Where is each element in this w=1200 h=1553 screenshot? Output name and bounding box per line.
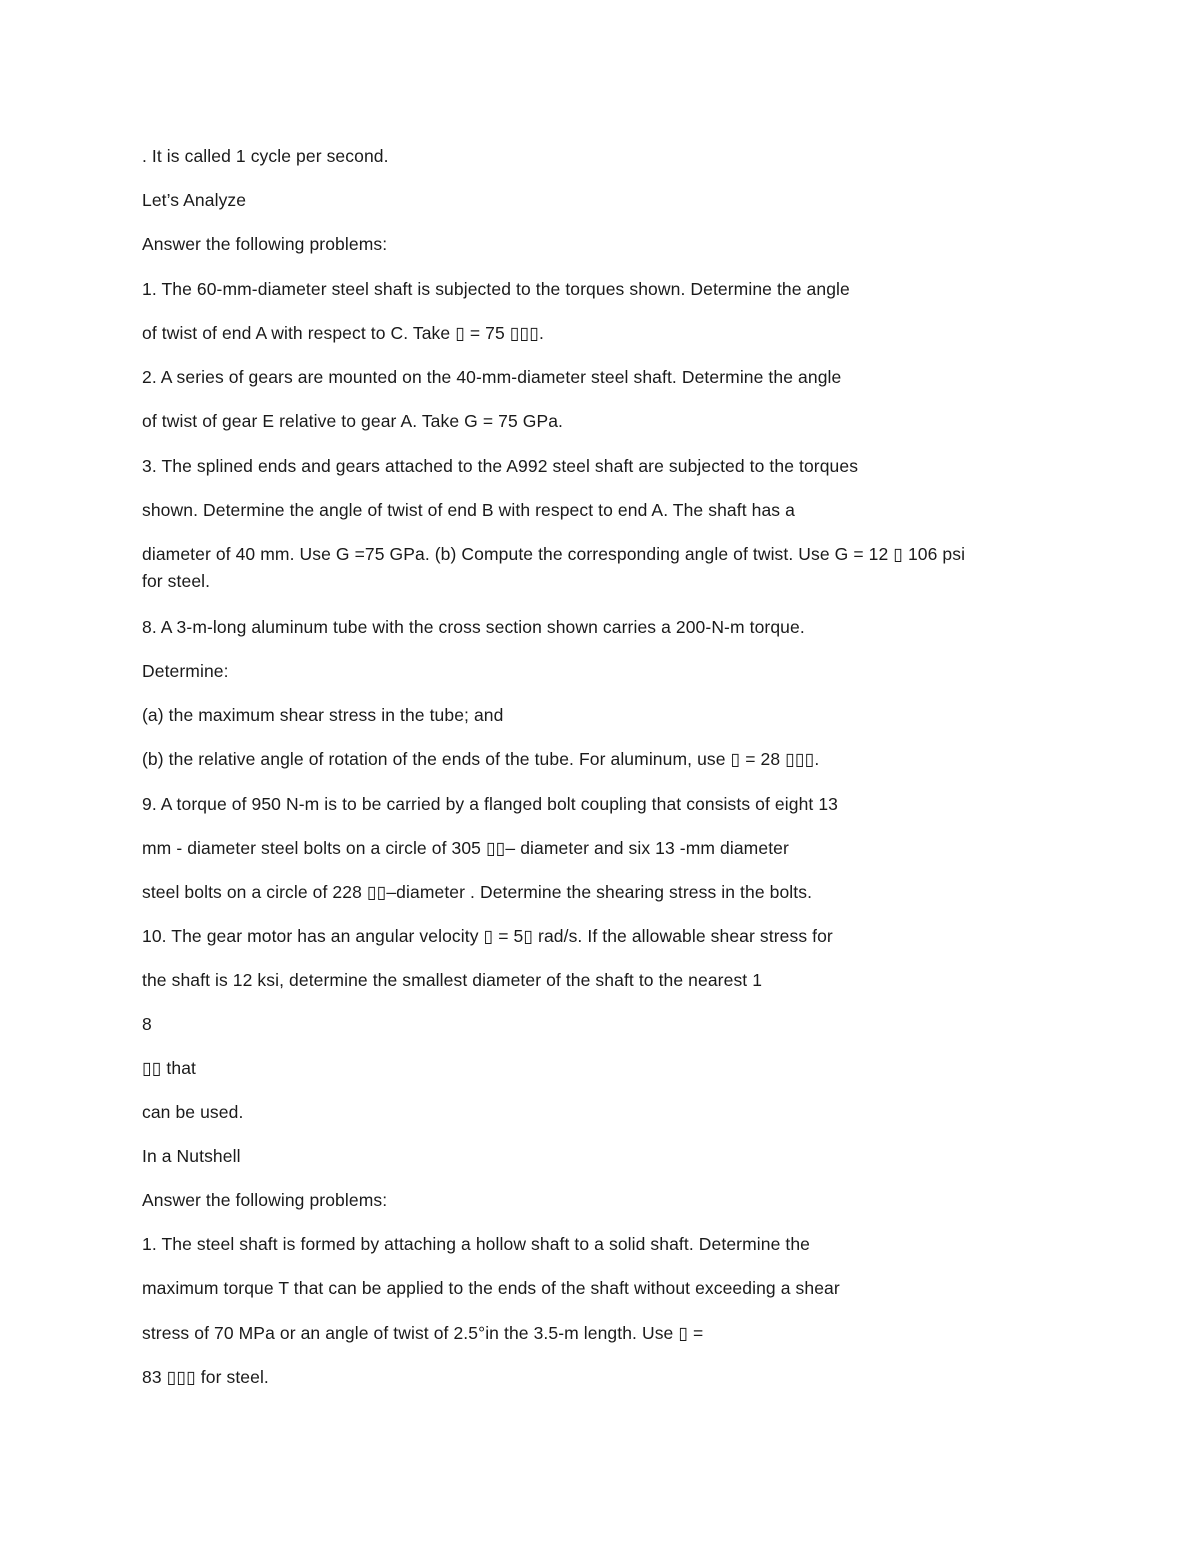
problem-10-line-1: 10. The gear motor has an angular velocity ▯ = 5▯ rad/s. If the allowable shear stress for xyxy=(142,926,833,946)
problem-3-line-1: 3. The splined ends and gears attached to the A992 steel shaft are subjected to the torques xyxy=(142,456,859,476)
text-line-intro: . It is called 1 cycle per second. xyxy=(142,146,389,166)
problem-2-line-1: 2. A series of gears are mounted on the 40-mm-diameter steel shaft. Determine the angle xyxy=(142,367,842,387)
problem-9-line-2: mm - diameter steel bolts on a circle of 305 ▯▯– diameter and six 13 -mm diameter xyxy=(142,838,789,858)
nutshell-problem-1-line-2: maximum torque T that can be applied to the ends of the shaft without exceeding a shear xyxy=(142,1278,840,1298)
problem-1-line-2: of twist of end A with respect to C. Take ▯ = 75 ▯▯▯. xyxy=(142,323,544,343)
heading-in-a-nutshell: In a Nutshell xyxy=(142,1146,241,1166)
problem-8-part-b: (b) the relative angle of rotation of the ends of the tube. For aluminum, use ▯ = 28 ▯▯▯. xyxy=(142,749,820,769)
nutshell-problem-1-line-4: 83 ▯▯▯ for steel. xyxy=(142,1367,269,1387)
instruction-line-2: Answer the following problems: xyxy=(142,1190,388,1210)
problem-9-line-3: steel bolts on a circle of 228 ▯▯–diameter . Determine the shearing stress in the bolts. xyxy=(142,882,813,902)
problem-8-part-a: (a) the maximum shear stress in the tube; and xyxy=(142,705,504,725)
problem-8-line-2: Determine: xyxy=(142,661,229,681)
problem-1-line-1: 1. The 60-mm-diameter steel shaft is subjected to the torques shown. Determine the angle xyxy=(142,279,850,299)
problem-3-line-2: shown. Determine the angle of twist of end B with respect to end A. The shaft has a xyxy=(142,500,795,520)
problem-10-line-2: the shaft is 12 ksi, determine the smallest diameter of the shaft to the nearest 1 xyxy=(142,970,763,990)
instruction-line: Answer the following problems: xyxy=(142,234,388,254)
problem-10-fraction-denominator: 8 xyxy=(142,1014,152,1034)
nutshell-problem-1-line-1: 1. The steel shaft is formed by attaching a hollow shaft to a solid shaft. Determine the xyxy=(142,1234,810,1254)
problem-3-line-3: diameter of 40 mm. Use G =75 GPa. (b) Compute the corresponding angle of twist. Use G = 12 ▯ 106 psi xyxy=(142,544,966,564)
nutshell-problem-1-line-3: stress of 70 MPa or an angle of twist of 2.5°in the 3.5-m length. Use ▯ = xyxy=(142,1323,704,1343)
problem-2-line-2: of twist of gear E relative to gear A. Take G = 75 GPa. xyxy=(142,411,564,431)
problem-9-line-1: 9. A torque of 950 N-m is to be carried by a flanged bolt coupling that consists of eight 13 xyxy=(142,794,839,814)
problem-10-line-4: can be used. xyxy=(142,1102,244,1122)
problem-10-line-3: ▯▯ that xyxy=(142,1058,197,1078)
heading-lets-analyze: Let’s Analyze xyxy=(142,190,247,210)
problem-8-line-1: 8. A 3-m-long aluminum tube with the cross section shown carries a 200-N-m torque. xyxy=(142,617,805,637)
problem-3-line-4: for steel. xyxy=(142,571,211,591)
